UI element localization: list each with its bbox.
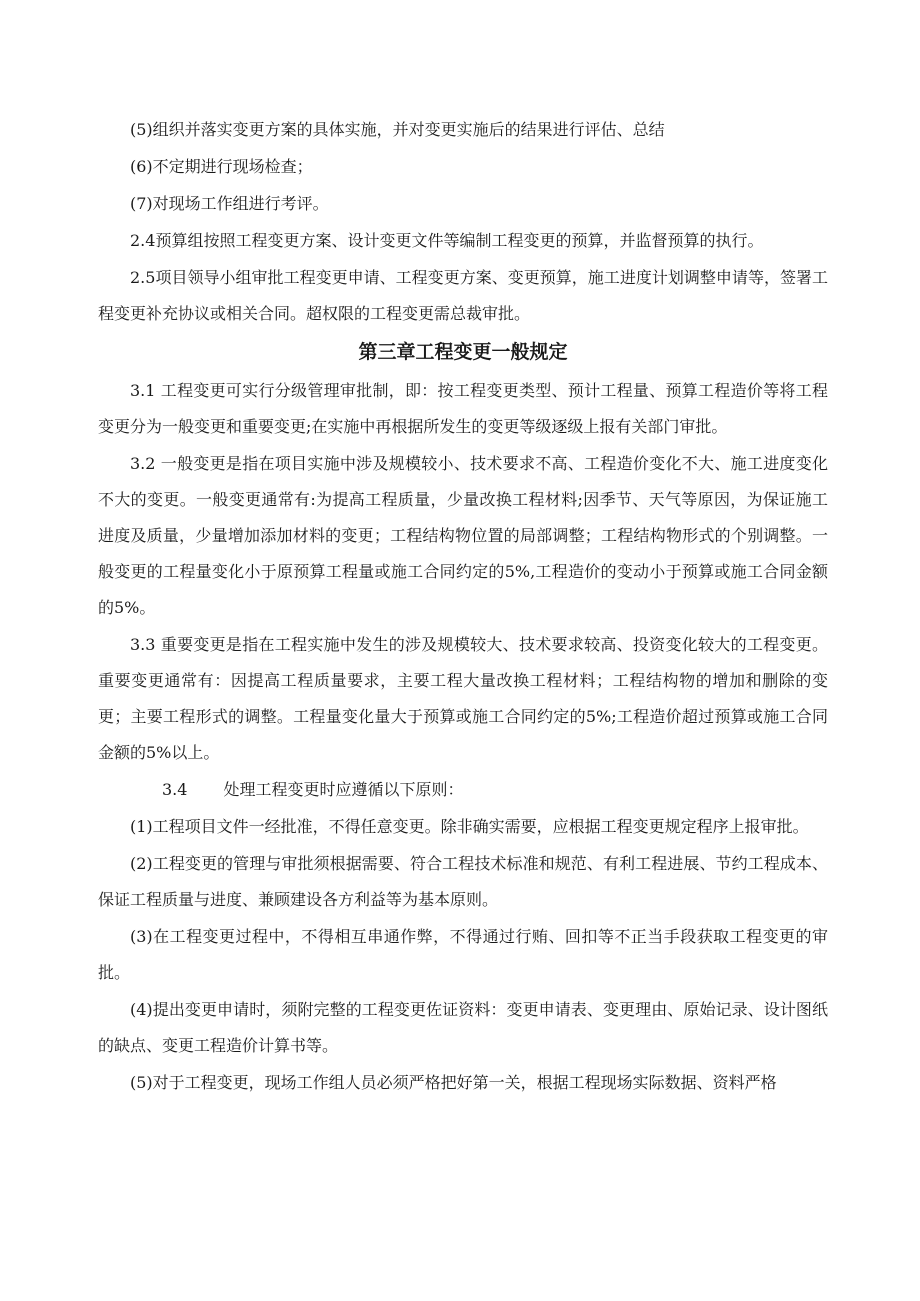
- paragraph-3-2: 3.2 一般变更是指在项目实施中涉及规模较小、技术要求不高、工程造价变化不大、施工进度变化不大的变更。一般变更通常有:为提高工程质量，少量改换工程材料;因季节、天气等原因，为保证施工进度及质量，少量增加添加材料的变更；工程结构物位置的局部调整；工程结构物形式的个别调整。一般变更的工程量变化小于原预算工程量或施工合同约定的5%,工程造价的变动小于预算或施工合同金额的5%。: [98, 454, 828, 617]
- paragraph-2-5: 2.5项目领导小组审批工程变更申请、工程变更方案、变更预算，施工进度计划调整申请等，签署工程变更补充协议或相关合同。超权限的工程变更需总裁审批。: [98, 268, 828, 323]
- chapter-title: 第三章工程变更一般规定: [358, 341, 568, 363]
- paragraph-2-4: 2.4预算组按照工程变更方案、设计变更文件等编制工程变更的预算，并监督预算的执行。: [130, 231, 764, 250]
- document-body: [98, 112, 828, 1102]
- section-number: 3.4: [162, 780, 188, 799]
- paragraph-3-3: 3.3 重要变更是指在工程实施中发生的涉及规模较大、技术要求较高、投资变化较大的工程变更。重要变更通常有：因提高工程质量要求，主要工程大量改换工程材料；工程结构物的增加和删除的变更；主要工程形式的调整。工程量变化量大于预算或施工合同约定的5%;工程造价超过预算或施工合同金额的5%以上。: [98, 635, 828, 762]
- paragraph-responsibility-7: (7)对现场工作组进行考评。: [130, 194, 329, 213]
- paragraph-responsibility-5: (5)组织并落实变更方案的具体实施，并对变更实施后的结果进行评估、总结: [130, 120, 665, 139]
- paragraph-3-4: [98, 772, 828, 808]
- principle-2: (2)工程变更的管理与审批须根据需要、符合工程技术标准和规范、有利工程进展、节约工程成本、保证工程质量与进度、兼顾建设各方利益等为基本原则。: [98, 854, 828, 909]
- section-text: 处理工程变更时应遵循以下原则：: [223, 780, 464, 799]
- paragraph-3-1: 3.1 工程变更可实行分级管理审批制，即：按工程变更类型、预计工程量、预算工程造价等将工程变更分为一般变更和重要变更;在实施中再根据所发生的变更等级逐级上报有关部门审批。: [98, 381, 828, 436]
- principle-4: (4)提出变更申请时，须附完整的工程变更佐证资料：变更申请表、变更理由、原始记录、设计图纸的缺点、变更工程造价计算书等。: [98, 1000, 828, 1055]
- principle-3: (3)在工程变更过程中，不得相互串通作弊，不得通过行贿、回扣等不正当手段获取工程变更的审批。: [98, 927, 828, 982]
- principle-1: (1)工程项目文件一经批准，不得任意变更。除非确实需要，应根据工程变更规定程序上报审批。: [130, 817, 809, 836]
- principle-5: (5)对于工程变更，现场工作组人员必须严格把好第一关，根据工程现场实际数据、资料严格: [130, 1073, 777, 1092]
- paragraph-responsibility-6: (6)不定期进行现场检查；: [130, 157, 313, 176]
